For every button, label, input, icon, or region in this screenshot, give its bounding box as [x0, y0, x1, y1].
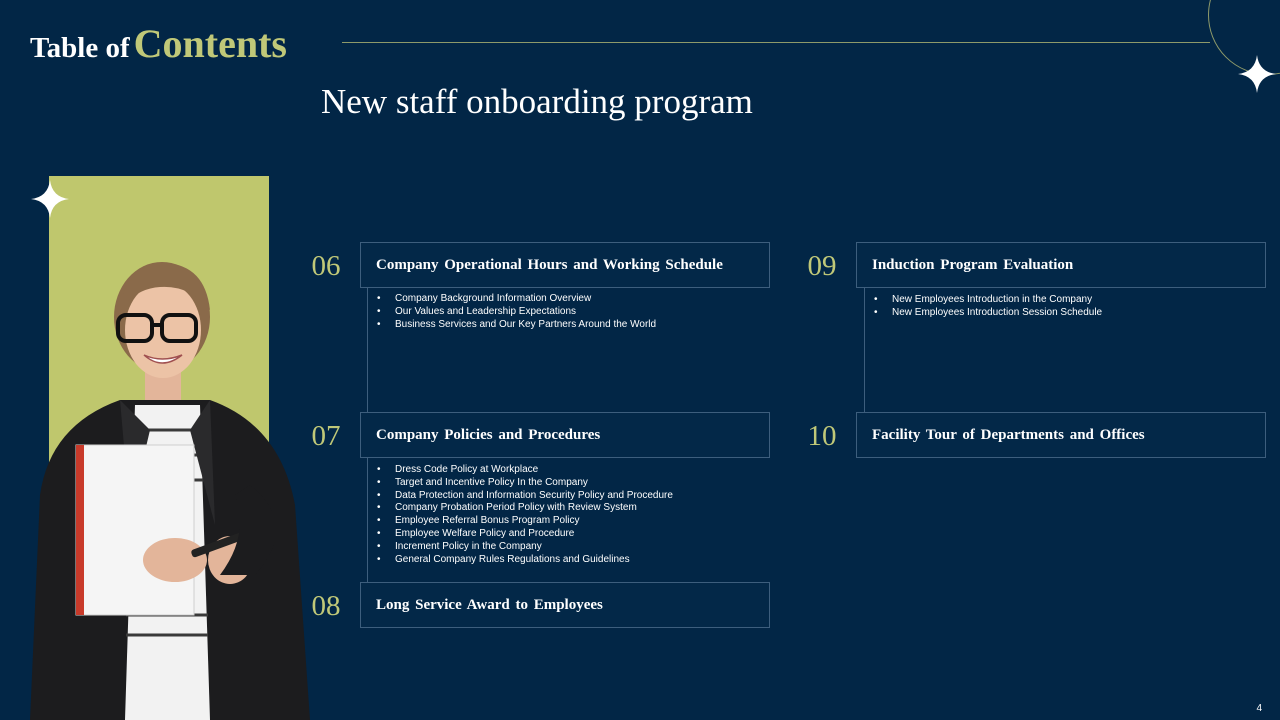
page-number: 4 — [1256, 703, 1262, 714]
title-part-2: Contents — [133, 21, 287, 66]
list-item: • Our Values and Leadership Expectations — [375, 306, 656, 319]
section-title-box[interactable]: Facility Tour of Departments and Offices — [856, 412, 1266, 458]
slide-title — [30, 20, 287, 67]
section-connector — [864, 288, 865, 412]
list-item: • New Employees Introduction in the Company — [872, 294, 1102, 307]
section-title-box[interactable]: Company Operational Hours and Working Schedule — [360, 242, 770, 288]
employee-photo — [10, 255, 320, 720]
list-item: • Company Probation Period Policy with Review System — [375, 502, 673, 515]
section-title-box[interactable]: Long Service Award to Employees — [360, 582, 770, 628]
section-number: 07 — [311, 420, 341, 452]
section-number: 08 — [311, 590, 341, 622]
section-title-box[interactable]: Induction Program Evaluation — [856, 242, 1266, 288]
page-subtitle: New staff onboarding program — [321, 82, 753, 121]
sparkle-star-icon — [1238, 55, 1276, 93]
section-item-list — [375, 464, 673, 566]
section-item-list — [872, 294, 1102, 320]
section-title-box[interactable]: Company Policies and Procedures — [360, 412, 770, 458]
list-item: • New Employees Introduction Session Schedule — [872, 307, 1102, 320]
section-number: 06 — [311, 250, 341, 282]
list-item: • General Company Rules Regulations and Guidelines — [375, 554, 673, 567]
section-item-list — [375, 293, 656, 331]
title-part-1: Table of — [30, 32, 130, 64]
list-item: • Business Services and Our Key Partners Around the World — [375, 319, 656, 332]
sparkle-star-icon — [31, 180, 69, 218]
list-item: • Target and Incentive Policy In the Company — [375, 477, 673, 490]
section-connector — [367, 288, 368, 412]
list-item: • Data Protection and Information Security Policy and Procedure — [375, 490, 673, 503]
title-divider — [342, 42, 1210, 43]
list-item: • Employee Referral Bonus Program Policy — [375, 515, 673, 528]
section-number: 10 — [807, 420, 837, 452]
section-number: 09 — [807, 250, 837, 282]
list-item: • Employee Welfare Policy and Procedure — [375, 528, 673, 541]
section-connector — [367, 458, 368, 582]
list-item: • Company Background Information Overview — [375, 293, 656, 306]
list-item: • Increment Policy in the Company — [375, 541, 673, 554]
list-item: • Dress Code Policy at Workplace — [375, 464, 673, 477]
